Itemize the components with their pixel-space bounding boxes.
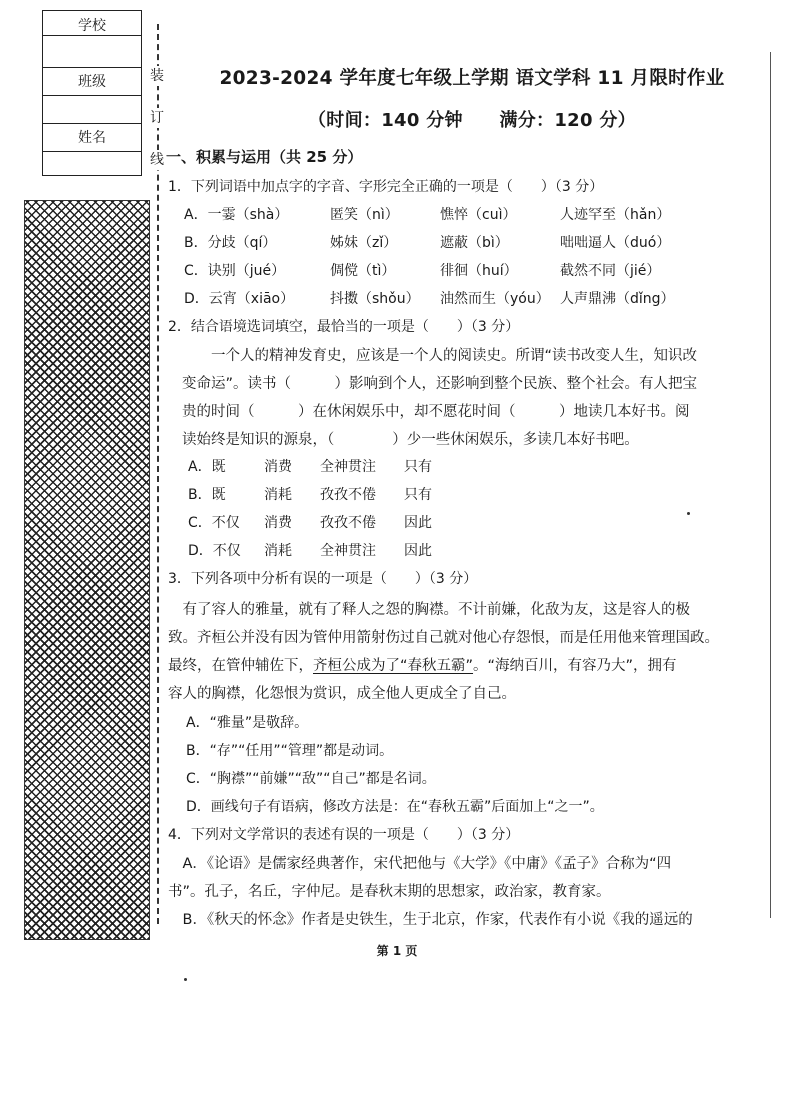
question-3-option-a: A．“雅量”是敬辞。 xyxy=(186,715,309,731)
option-item: 截然不同（jié） xyxy=(560,263,661,279)
binding-strip xyxy=(24,200,150,940)
passage-line: 容人的胸襟，化怨恨为赏识，成全他人更成全了自己。 xyxy=(168,686,516,702)
option-item: 人声鼎沸（dǐng） xyxy=(560,291,675,307)
option-item: 全神贯注 xyxy=(320,543,376,559)
binding-char-ding: 订 xyxy=(150,110,164,126)
underlined-sentence: 齐桓公成为了“春秋五霸” xyxy=(313,658,474,674)
passage-line xyxy=(168,654,677,675)
question-2-option-c xyxy=(188,512,488,532)
question-3-option-b: B．“存”“任用”“管理”都是动词。 xyxy=(186,743,394,759)
passage-line: 一个人的精神发育史，应该是一个人的阅读史。所谓“读书改变人生，知识改 xyxy=(182,348,698,364)
binding-char-xian: 线 xyxy=(150,152,164,168)
option-item: A．既 xyxy=(188,459,226,475)
option-item: 油然而生（yóu） xyxy=(440,291,550,307)
name-label: 姓名 xyxy=(78,130,106,146)
question-4-option-b-line1: B．《秋天的怀念》作者是史铁生，生于北京，作家，代表作有小说《我的遥远的 xyxy=(168,912,693,928)
binding-char-zhuang: 装 xyxy=(150,68,164,84)
question-3-stem: 3．下列各项中分析有误的一项是（ ）（3 分） xyxy=(168,571,478,587)
question-1-option-c xyxy=(184,260,764,280)
option-item: 消费 xyxy=(264,515,292,531)
option-item: 消耗 xyxy=(264,487,292,503)
question-4-option-a-line2: 书”。孔子，名丘，字仲尼。是春秋末期的思想家，政治家，教育家。 xyxy=(168,884,611,900)
option-item: B．分歧（qí） xyxy=(184,235,277,251)
page-edge-line xyxy=(770,52,771,918)
option-item: 匿笑（nì） xyxy=(330,207,399,223)
class-write-line xyxy=(43,95,141,96)
passage-line: 读始终是知识的源泉，（ ）少一些休闲娱乐，多读几本好书吧。 xyxy=(182,432,639,448)
question-3-option-c: C．“胸襟”“前嫌”“敌”“自己”都是名词。 xyxy=(186,771,436,787)
student-info-box xyxy=(42,10,142,176)
exam-title: 2023-2024 学年度七年级上学期 语文学科 11 月限时作业 xyxy=(219,68,725,89)
option-item: 孜孜不倦 xyxy=(320,515,376,531)
option-item: 只有 xyxy=(404,459,432,475)
passage-text: 最终，在管仲辅佐下， xyxy=(168,658,313,674)
passage-text: 。“海纳百川，有容乃大”，拥有 xyxy=(473,658,677,674)
option-item: 孜孜不倦 xyxy=(320,487,376,503)
question-1-option-a xyxy=(184,204,764,224)
option-item: B．既 xyxy=(188,487,226,503)
class-label: 班级 xyxy=(78,74,106,90)
question-2-stem: 2．结合语境选词填空，最恰当的一项是（ ）（3 分） xyxy=(168,319,520,335)
question-2-option-b xyxy=(188,484,488,504)
question-1-option-b xyxy=(184,232,764,252)
question-1-stem: 1．下列词语中加点字的字音、字形完全正确的一项是（ ）（3 分） xyxy=(168,179,604,195)
scan-dot xyxy=(184,978,187,981)
option-item: 抖擞（shǒu） xyxy=(330,291,420,307)
scan-dot xyxy=(687,512,690,515)
option-item: 因此 xyxy=(404,543,432,559)
divider xyxy=(43,123,141,124)
option-item: D．不仅 xyxy=(188,543,241,559)
question-2-option-d xyxy=(188,540,488,560)
option-item: 遮蔽（bì） xyxy=(440,235,509,251)
option-item: 姊妹（zǐ） xyxy=(330,235,398,251)
divider xyxy=(43,67,141,68)
passage-line: 贵的时间（ ）在休闲娱乐中，却不愿花时间（ ）地读几本好书。阅 xyxy=(182,404,690,420)
passage-line: 变命运”。读书（ ）影响到个人，还影响到整个民族、整个社会。有人把宝 xyxy=(182,376,698,392)
question-1-option-d xyxy=(184,288,764,308)
question-2-option-a xyxy=(188,456,488,476)
question-4-stem: 4．下列对文学常识的表述有误的一项是（ ）（3 分） xyxy=(168,827,520,843)
option-item: 只有 xyxy=(404,487,432,503)
school-write-line xyxy=(43,35,141,36)
option-item: D．云宵（xiāo） xyxy=(184,291,295,307)
question-4-option-a-line1: A．《论语》是儒家经典著作，宋代把他与《大学》《中庸》《孟子》合称为“四 xyxy=(168,856,672,872)
option-item: C．不仅 xyxy=(188,515,240,531)
option-item: 消费 xyxy=(264,459,292,475)
name-write-line xyxy=(43,151,141,152)
section-heading: 一、积累与运用（共 25 分） xyxy=(166,148,363,166)
option-item: 徘徊（huí） xyxy=(440,263,518,279)
passage-line: 有了容人的雅量，就有了释人之怨的胸襟。不计前嫌，化敌为友，这是容人的极 xyxy=(168,602,690,618)
option-item: 人迹罕至（hǎn） xyxy=(560,207,671,223)
option-item: 消耗 xyxy=(264,543,292,559)
question-3-option-d: D．画线句子有语病，修改方法是：在“春秋五霸”后面加上“之一”。 xyxy=(186,799,604,815)
school-label: 学校 xyxy=(78,18,106,34)
passage-line: 致。齐桓公并没有因为管仲用箭射伤过自己就对他心存怨恨，而是任用他来管理国政。 xyxy=(168,630,719,646)
option-item: 全神贯注 xyxy=(320,459,376,475)
option-item: A．一霎（shà） xyxy=(184,207,289,223)
option-item: 憔悴（cuì） xyxy=(440,207,517,223)
page-number: 第 1 页 xyxy=(376,944,418,958)
option-item: 因此 xyxy=(404,515,432,531)
exam-subtitle: （时间：140 分钟 满分：120 分） xyxy=(308,110,636,131)
option-item: 倜傥（tì） xyxy=(330,263,396,279)
option-item: 咄咄逼人（duó） xyxy=(560,235,671,251)
option-item: C．诀别（jué） xyxy=(184,263,286,279)
